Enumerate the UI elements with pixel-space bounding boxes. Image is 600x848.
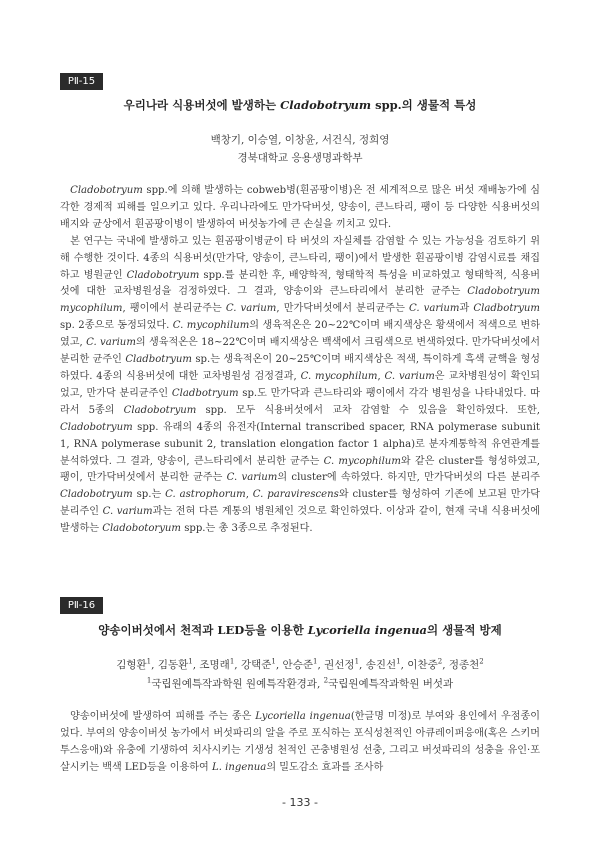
paper-authors: 백창기, 이승열, 이창윤, 서건식, 정희영 — [210, 134, 390, 146]
paper-abstract — [60, 709, 540, 777]
abstract-paragraph: 본 연구는 국내에 발생하고 있는 흰곰팡이병균이 타 버섯의 자실체를 감염할 수 있는 가능성을 검토하기 위해 수행한 것이다. 4종의 식용버섯(만가닥, 양송이, 큰느타리, 팽이)에서 발생한 흰곰팡이병 감염시료를 채집하고 병원균인 Cladobotryum spp.를 분리한 후, 배양학적, 형태학적 특성을 비교하였고 형태학적, 식용버섯에 대한 교차병원성을 검정하였다. 그 결과, 양송이와 큰느타리에서 분리한 균주는 Cladobotryum mycophilum, 팽이에서 분리균주는 C. varium, 만가닥버섯에서 분리균주는 C. varium과 Cladbotryum sp. 2종으로 동정되었다. C. mycophilum의 생육적온은 20~22℃이며 배지색상은 황색에서 적색으로 변하였고, C. varium의 생육적온은 18~22℃이며 배지색상은 백색에서 크림색으로 변색하였다. 만가닥버섯에서 분리한 균주인 Cladbotryum sp.는 생육적온이 20~25℃이며 배지색상은 적색, 특이하게 흑색 균핵을 형성하였다. 4종의 식용버섯에 대한 교차병원성 검정결과, C. mycophilum, C. varium은 교차병원성이 확인되었고, 만가닥 분리균주인 Cladbotryum sp.도 만가닥과 큰느타리와 팽이에서 각각 병원성을 나타내었다. 따라서 5종의 Cladobotryum spp. 모두 식용버섯에서 교차 감염할 수 있음을 확인하였다. 또한, Cladobotryum spp. 유래의 4종의 유전자(Internal transcribed spacer, RNA polymerase subunit 1, RNA polymerase subunit 2, translation elongation factor 1 alpha)로 분자계통학적 유연관계를 분석하였다. 그 결과, 양송이, 큰느타리에서 분리한 균주는 C. mycophilum와 같은 cluster를 형성하였고, 팽이, 만가닥버섯에서 분리한 균주는 C. varium의 cluster에 속하였다. 하지만, 만가닥버섯의 다른 분리주 Cladobotryum sp.는 C. astrophorum, C. paravirescens와 cluster를 형성하여 기존에 보고된 만가닥 분리주인 C. varium과는 전혀 다른 계통의 병원체인 것으로 확인하였다. 이상과 같이, 현재 국내 식용버섯에 발생하는 Cladobotoryum spp.는 총 3종으로 추정된다. — [60, 235, 541, 535]
paper-authors: 김형환$^1$, 김동환$^1$, 조명래$^1$, 강택준$^1$, 안승준$^1$, 권선정$^1$, 송진선$^1$, 이찬중$^2$, 정종천$^2$ — [116, 657, 484, 671]
paper-affiliation: 경북대학교 응용생명과학부 — [237, 152, 363, 164]
paper-title: 양송이버섯에서 천적과 LED등을 이용한 Lycoriella ingenua의 생물적 방제 — [98, 623, 502, 637]
paper-id-badge: PⅡ-16 — [60, 597, 103, 614]
paper-abstract — [60, 183, 540, 538]
paper-affiliation: $^1$국립원예특작과학원 원예특작환경과, $^2$국립원예특작과학원 버섯과 — [146, 676, 454, 690]
paper-title: 우리나라 식용버섯에 발생하는 Cladobotryum spp.의 생물적 특성 — [123, 98, 477, 112]
abstract-paragraph: Cladobotryum spp.에 의해 발생하는 cobweb병(흰곰팡이병)은 전 세계적으로 많은 버섯 재배농가에 심각한 경제적 피해를 일으키고 있다. 우리나라에도 만가닥버섯, 양송이, 큰느타리, 팽이 등 다양한 식용버섯의 배지와 균상에서 흰곰팡이병이 발생하여 버섯농가에 큰 손실을 끼치고 있다. — [60, 185, 540, 230]
page-number: - 133 - — [282, 796, 318, 809]
paper-id-badge: PⅡ-15 — [60, 73, 103, 90]
abstract-paragraph: 양송이버섯에 발생하여 피해를 주는 종은 Lycoriella ingenua(한글명 미정)로 부여와 용인에서 우점종이었다. 부여의 양송이버섯 농가에서 버섯파리의 알을 주로 포식하는 포식성천적인 아큐레이퍼응애(혹은 스키머투스응애)와 유충에 기생하여 치사시키는 기생성 천적인 곤충병원성 선충, 그리고 버섯파리의 성충을 유인·포살시키는 백색 LED등을 이용하여 L. ingenua의 밀도감소 효과를 조사하 — [60, 711, 540, 773]
